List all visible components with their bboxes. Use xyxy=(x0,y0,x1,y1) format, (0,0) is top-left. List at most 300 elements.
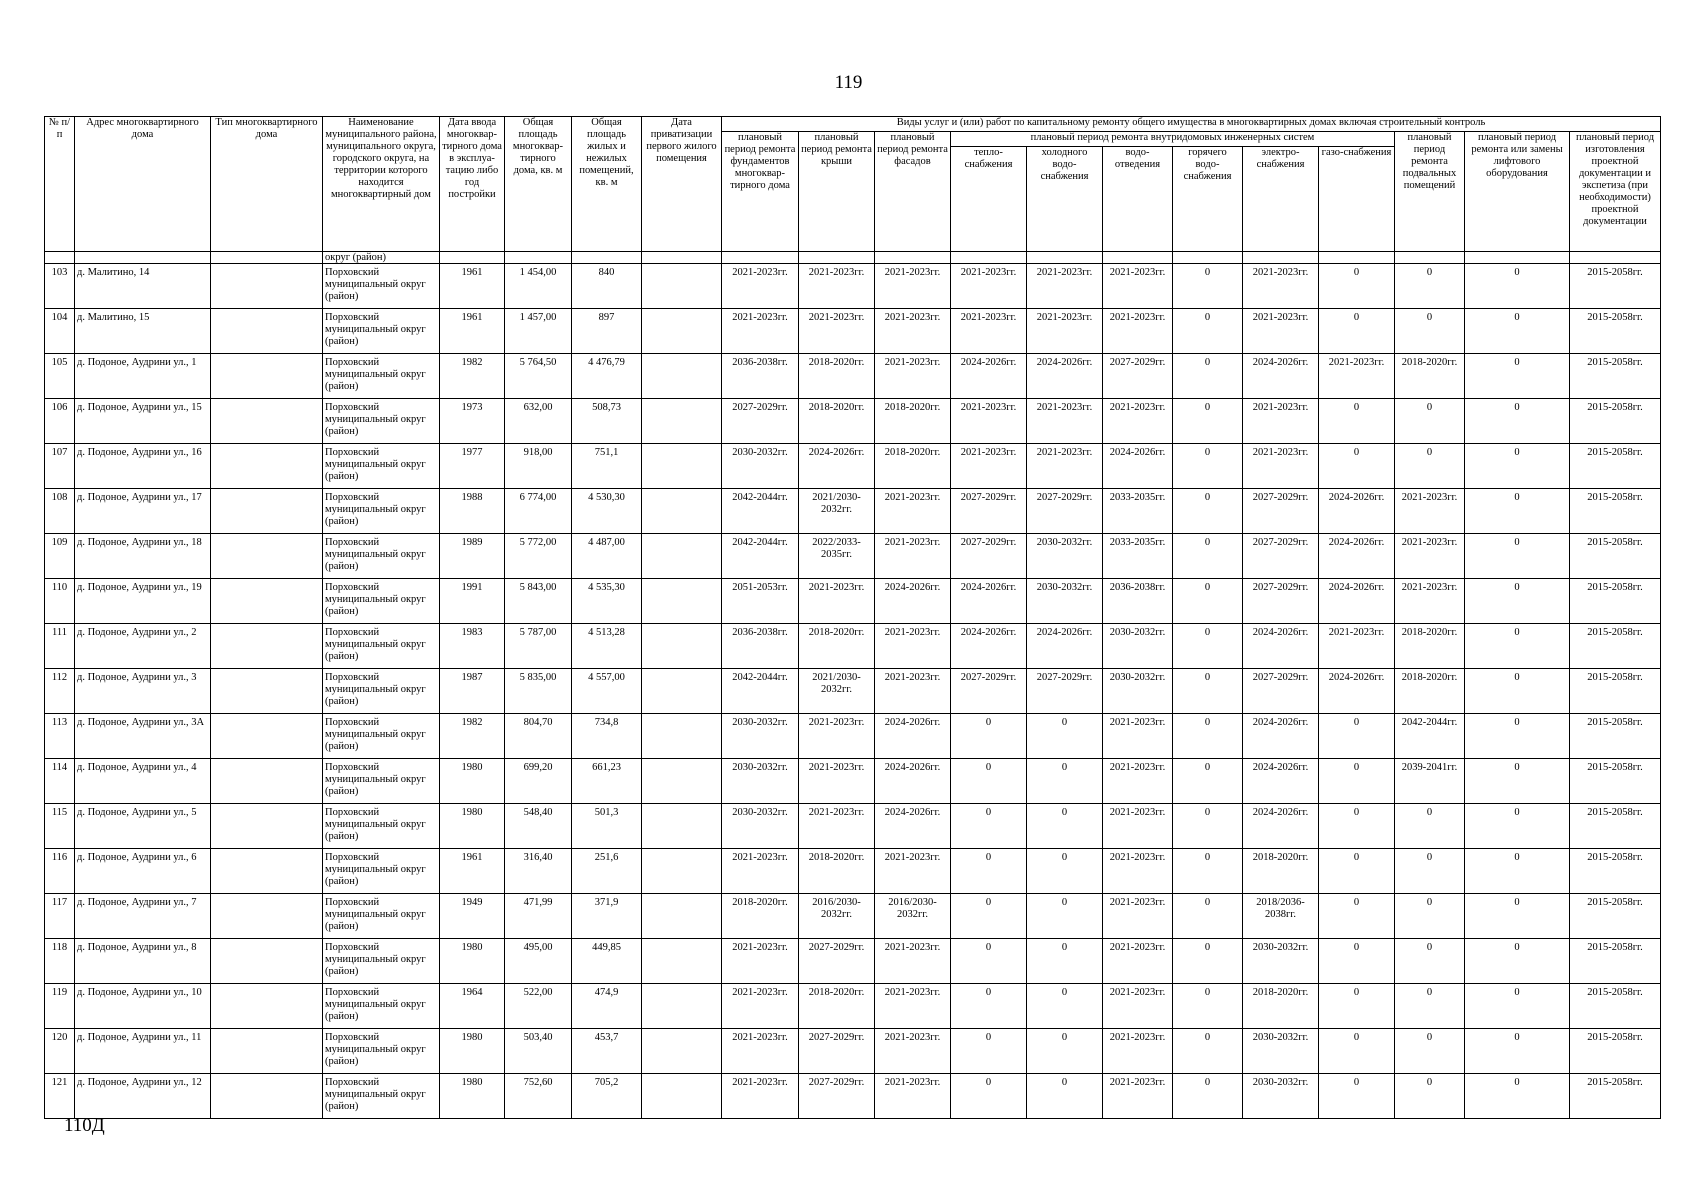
district-cell: Порховский муниципальный округ (район) xyxy=(323,264,440,309)
roof-cell: 2024-2026гг. xyxy=(799,444,875,489)
total-area-cell: 6 774,00 xyxy=(505,489,572,534)
cold-water-cell: 2024-2026гг. xyxy=(1027,354,1103,399)
foundation-cell: 2027-2029гг. xyxy=(722,399,799,444)
row-number: 105 xyxy=(45,354,75,399)
basement-cell: 2039-2041гг. xyxy=(1395,759,1465,804)
cold-water-cell: 0 xyxy=(1027,1074,1103,1119)
heat-cell: 0 xyxy=(951,894,1027,939)
roof-cell: 2027-2029гг. xyxy=(799,939,875,984)
sewage-cell: 2021-2023гг. xyxy=(1103,939,1173,984)
sewage-cell: 2033-2035гг. xyxy=(1103,534,1173,579)
heat-cell: 2021-2023гг. xyxy=(951,399,1027,444)
row-number: 110 xyxy=(45,579,75,624)
electric-cell: 2024-2026гг. xyxy=(1243,714,1319,759)
col-basement-header: плановый период ремонта подвальных помещений xyxy=(1395,132,1465,252)
year-cell: 1980 xyxy=(440,804,505,849)
gas-cell: 0 xyxy=(1319,1074,1395,1119)
address-cell: д. Подоное, Аудрини ул., 1 xyxy=(75,354,211,399)
privatization-cell xyxy=(642,984,722,1029)
residential-area-cell: 4 535,30 xyxy=(572,579,642,624)
gas-cell: 0 xyxy=(1319,939,1395,984)
elevator-cell: 0 xyxy=(1465,804,1570,849)
foundation-cell: 2021-2023гг. xyxy=(722,1074,799,1119)
capital-repair-table xyxy=(44,116,1661,1119)
gas-cell: 2024-2026гг. xyxy=(1319,669,1395,714)
heat-cell: 2027-2029гг. xyxy=(951,669,1027,714)
cold-water-cell: 2027-2029гг. xyxy=(1027,669,1103,714)
hot-water-cell: 0 xyxy=(1173,399,1243,444)
district-cell: Порховский муниципальный округ (район) xyxy=(323,399,440,444)
address-cell: д. Подоное, Аудрини ул., 12 xyxy=(75,1074,211,1119)
basement-cell: 2042-2044гг. xyxy=(1395,714,1465,759)
hot-water-cell: 0 xyxy=(1173,714,1243,759)
foundation-cell: 2042-2044гг. xyxy=(722,669,799,714)
residential-area-cell: 508,73 xyxy=(572,399,642,444)
privatization-cell xyxy=(642,894,722,939)
sewage-cell: 2036-2038гг. xyxy=(1103,579,1173,624)
cold-water-cell: 0 xyxy=(1027,939,1103,984)
district-cell: Порховский муниципальный округ (район) xyxy=(323,849,440,894)
row-number: 109 xyxy=(45,534,75,579)
col-num-header: № п/п xyxy=(45,117,75,252)
type-cell xyxy=(211,714,323,759)
electric-cell: 2024-2026гг. xyxy=(1243,759,1319,804)
cold-water-cell: 2021-2023гг. xyxy=(1027,264,1103,309)
row-number: 111 xyxy=(45,624,75,669)
foundation-cell: 2030-2032гг. xyxy=(722,714,799,759)
address-cell: д. Подоное, Аудрини ул., 15 xyxy=(75,399,211,444)
total-area-cell: 495,00 xyxy=(505,939,572,984)
address-cell: д. Подоное, Аудрини ул., 3 xyxy=(75,669,211,714)
residential-area-cell: 4 557,00 xyxy=(572,669,642,714)
privatization-cell xyxy=(642,624,722,669)
basement-cell: 2018-2020гг. xyxy=(1395,624,1465,669)
project-docs-cell: 2015-2058гг. xyxy=(1570,354,1661,399)
basement-cell: 0 xyxy=(1395,264,1465,309)
total-area-cell: 918,00 xyxy=(505,444,572,489)
district-cell: Порховский муниципальный округ (район) xyxy=(323,1029,440,1074)
total-area-cell: 548,40 xyxy=(505,804,572,849)
type-cell xyxy=(211,759,323,804)
row-number: 107 xyxy=(45,444,75,489)
roof-cell: 2021-2023гг. xyxy=(799,309,875,354)
type-cell xyxy=(211,849,323,894)
page-number: 119 xyxy=(834,72,863,93)
cold-water-cell: 0 xyxy=(1027,984,1103,1029)
row-number: 118 xyxy=(45,939,75,984)
sewage-cell: 2021-2023гг. xyxy=(1103,804,1173,849)
col-address-header: Адрес многоквартирного дома xyxy=(75,117,211,252)
year-cell: 1989 xyxy=(440,534,505,579)
hot-water-cell: 0 xyxy=(1173,1074,1243,1119)
total-area-cell: 1 454,00 xyxy=(505,264,572,309)
heat-cell: 0 xyxy=(951,804,1027,849)
elevator-cell: 0 xyxy=(1465,444,1570,489)
type-cell xyxy=(211,1029,323,1074)
type-cell xyxy=(211,489,323,534)
project-docs-cell: 2015-2058гг. xyxy=(1570,849,1661,894)
row-number: 119 xyxy=(45,984,75,1029)
table-row xyxy=(45,1074,1661,1119)
table-row xyxy=(45,399,1661,444)
district-cell: Порховский муниципальный округ (район) xyxy=(323,579,440,624)
basement-cell: 0 xyxy=(1395,444,1465,489)
basement-cell: 0 xyxy=(1395,309,1465,354)
project-docs-cell: 2015-2058гг. xyxy=(1570,1029,1661,1074)
roof-cell: 2018-2020гг. xyxy=(799,354,875,399)
year-cell: 1983 xyxy=(440,624,505,669)
gas-cell: 2024-2026гг. xyxy=(1319,579,1395,624)
basement-cell: 0 xyxy=(1395,894,1465,939)
basement-cell: 0 xyxy=(1395,804,1465,849)
year-cell: 1961 xyxy=(440,264,505,309)
foundation-cell: 2021-2023гг. xyxy=(722,1029,799,1074)
heat-cell: 2024-2026гг. xyxy=(951,354,1027,399)
total-area-cell: 5 835,00 xyxy=(505,669,572,714)
privatization-cell xyxy=(642,1074,722,1119)
privatization-cell xyxy=(642,669,722,714)
total-area-cell: 5 843,00 xyxy=(505,579,572,624)
gas-cell: 0 xyxy=(1319,984,1395,1029)
table-row xyxy=(45,804,1661,849)
facade-cell: 2021-2023гг. xyxy=(875,309,951,354)
elevator-cell: 0 xyxy=(1465,714,1570,759)
electric-cell: 2030-2032гг. xyxy=(1243,1029,1319,1074)
year-cell: 1977 xyxy=(440,444,505,489)
elevator-cell: 0 xyxy=(1465,1029,1570,1074)
residential-area-cell: 897 xyxy=(572,309,642,354)
cold-water-cell: 2024-2026гг. xyxy=(1027,624,1103,669)
table-row xyxy=(45,894,1661,939)
table-row xyxy=(45,444,1661,489)
hot-water-cell: 0 xyxy=(1173,984,1243,1029)
facade-cell: 2024-2026гг. xyxy=(875,759,951,804)
sewage-cell: 2021-2023гг. xyxy=(1103,399,1173,444)
project-docs-cell: 2015-2058гг. xyxy=(1570,984,1661,1029)
total-area-cell: 804,70 xyxy=(505,714,572,759)
facade-cell: 2021-2023гг. xyxy=(875,984,951,1029)
district-cell: Порховский муниципальный округ (район) xyxy=(323,714,440,759)
total-area-cell: 632,00 xyxy=(505,399,572,444)
electric-cell: 2024-2026гг. xyxy=(1243,804,1319,849)
year-cell: 1980 xyxy=(440,1074,505,1119)
foundation-cell: 2021-2023гг. xyxy=(722,984,799,1029)
basement-cell: 2021-2023гг. xyxy=(1395,579,1465,624)
elevator-cell: 0 xyxy=(1465,1074,1570,1119)
facade-cell: 2024-2026гг. xyxy=(875,579,951,624)
hot-water-cell: 0 xyxy=(1173,939,1243,984)
foundation-cell: 2018-2020гг. xyxy=(722,894,799,939)
residential-area-cell: 751,1 xyxy=(572,444,642,489)
facade-cell: 2021-2023гг. xyxy=(875,354,951,399)
heat-cell: 0 xyxy=(951,714,1027,759)
roof-cell: 2027-2029гг. xyxy=(799,1074,875,1119)
residential-area-cell: 4 487,00 xyxy=(572,534,642,579)
elevator-cell: 0 xyxy=(1465,894,1570,939)
electric-cell: 2018/2036-2038гг. xyxy=(1243,894,1319,939)
heat-cell: 2021-2023гг. xyxy=(951,264,1027,309)
table-row xyxy=(45,354,1661,399)
total-area-cell: 471,99 xyxy=(505,894,572,939)
project-docs-cell: 2015-2058гг. xyxy=(1570,1074,1661,1119)
row-number: 120 xyxy=(45,1029,75,1074)
continuation-text: округ (район) xyxy=(323,252,440,264)
gas-cell: 0 xyxy=(1319,759,1395,804)
residential-area-cell: 4 530,30 xyxy=(572,489,642,534)
roof-cell: 2022/2033-2035гг. xyxy=(799,534,875,579)
cold-water-cell: 0 xyxy=(1027,759,1103,804)
address-cell: д. Подоное, Аудрини ул., 17 xyxy=(75,489,211,534)
roof-cell: 2021-2023гг. xyxy=(799,579,875,624)
sewage-cell: 2030-2032гг. xyxy=(1103,669,1173,714)
type-cell xyxy=(211,444,323,489)
row-number: 112 xyxy=(45,669,75,714)
cold-water-cell: 2021-2023гг. xyxy=(1027,444,1103,489)
heat-cell: 0 xyxy=(951,1029,1027,1074)
row-number: 117 xyxy=(45,894,75,939)
hot-water-cell: 0 xyxy=(1173,624,1243,669)
facade-cell: 2021-2023гг. xyxy=(875,624,951,669)
project-docs-cell: 2015-2058гг. xyxy=(1570,759,1661,804)
basement-cell: 0 xyxy=(1395,984,1465,1029)
electric-cell: 2027-2029гг. xyxy=(1243,669,1319,714)
row-number: 103 xyxy=(45,264,75,309)
roof-cell: 2021-2023гг. xyxy=(799,759,875,804)
type-cell xyxy=(211,984,323,1029)
facade-cell: 2021-2023гг. xyxy=(875,489,951,534)
project-docs-cell: 2015-2058гг. xyxy=(1570,804,1661,849)
electric-cell: 2018-2020гг. xyxy=(1243,849,1319,894)
cold-water-cell: 2030-2032гг. xyxy=(1027,579,1103,624)
gas-cell: 0 xyxy=(1319,1029,1395,1074)
year-cell: 1987 xyxy=(440,669,505,714)
foundation-cell: 2021-2023гг. xyxy=(722,939,799,984)
roof-cell: 2021/2030-2032гг. xyxy=(799,669,875,714)
privatization-cell xyxy=(642,804,722,849)
project-docs-cell: 2015-2058гг. xyxy=(1570,444,1661,489)
cold-water-cell: 2030-2032гг. xyxy=(1027,534,1103,579)
district-cell: Порховский муниципальный округ (район) xyxy=(323,939,440,984)
project-docs-cell: 2015-2058гг. xyxy=(1570,399,1661,444)
residential-area-cell: 453,7 xyxy=(572,1029,642,1074)
address-cell: д. Подоное, Аудрини ул., 19 xyxy=(75,579,211,624)
gas-cell: 2021-2023гг. xyxy=(1319,624,1395,669)
electric-cell: 2027-2029гг. xyxy=(1243,534,1319,579)
heat-cell: 0 xyxy=(951,759,1027,804)
row-number: 116 xyxy=(45,849,75,894)
roof-cell: 2018-2020гг. xyxy=(799,399,875,444)
address-cell: д. Подоное, Аудрини ул., 4 xyxy=(75,759,211,804)
project-docs-cell: 2015-2058гг. xyxy=(1570,264,1661,309)
address-cell: д. Малитино, 14 xyxy=(75,264,211,309)
col-roof-header: плановый период ремонта крыши xyxy=(799,132,875,252)
facade-cell: 2021-2023гг. xyxy=(875,849,951,894)
basement-cell: 2018-2020гг. xyxy=(1395,669,1465,714)
cold-water-cell: 2021-2023гг. xyxy=(1027,399,1103,444)
facade-cell: 2024-2026гг. xyxy=(875,714,951,759)
project-docs-cell: 2015-2058гг. xyxy=(1570,894,1661,939)
privatization-cell xyxy=(642,489,722,534)
basement-cell: 2021-2023гг. xyxy=(1395,489,1465,534)
elevator-cell: 0 xyxy=(1465,489,1570,534)
year-cell: 1991 xyxy=(440,579,505,624)
privatization-cell xyxy=(642,354,722,399)
table-row xyxy=(45,489,1661,534)
col-district-header: Наименование муниципального района, муниципального округа, городского округа, на территории которого находится многоквартирный дом xyxy=(323,117,440,252)
address-cell: д. Подоное, Аудрини ул., 5 xyxy=(75,804,211,849)
district-cell: Порховский муниципальный округ (район) xyxy=(323,309,440,354)
gas-cell: 0 xyxy=(1319,444,1395,489)
hot-water-cell: 0 xyxy=(1173,309,1243,354)
cold-water-cell: 0 xyxy=(1027,1029,1103,1074)
total-area-cell: 5 764,50 xyxy=(505,354,572,399)
address-cell: д. Подоное, Аудрини ул., 7 xyxy=(75,894,211,939)
total-area-cell: 752,60 xyxy=(505,1074,572,1119)
district-cell: Порховский муниципальный округ (район) xyxy=(323,804,440,849)
electric-cell: 2027-2029гг. xyxy=(1243,579,1319,624)
address-cell: д. Подоное, Аудрини ул., 18 xyxy=(75,534,211,579)
facade-cell: 2021-2023гг. xyxy=(875,669,951,714)
privatization-cell xyxy=(642,939,722,984)
gas-cell: 0 xyxy=(1319,264,1395,309)
type-cell xyxy=(211,1074,323,1119)
year-cell: 1980 xyxy=(440,759,505,804)
basement-cell: 2018-2020гг. xyxy=(1395,354,1465,399)
heat-cell: 0 xyxy=(951,1074,1027,1119)
col-electric-header: электро-снабжения xyxy=(1243,147,1319,252)
district-cell: Порховский муниципальный округ (район) xyxy=(323,624,440,669)
address-cell: д. Подоное, Аудрини ул., 3А xyxy=(75,714,211,759)
facade-cell: 2024-2026гг. xyxy=(875,804,951,849)
hot-water-cell: 0 xyxy=(1173,1029,1243,1074)
project-docs-cell: 2015-2058гг. xyxy=(1570,939,1661,984)
facade-cell: 2021-2023гг. xyxy=(875,939,951,984)
hot-water-cell: 0 xyxy=(1173,669,1243,714)
table-row xyxy=(45,714,1661,759)
col-gas-header: газо-снабжения xyxy=(1319,147,1395,252)
sewage-cell: 2027-2029гг. xyxy=(1103,354,1173,399)
type-cell xyxy=(211,669,323,714)
type-cell xyxy=(211,354,323,399)
table-row xyxy=(45,669,1661,714)
district-cell: Порховский муниципальный округ (район) xyxy=(323,669,440,714)
foundation-cell: 2021-2023гг. xyxy=(722,849,799,894)
address-cell: д. Малитино, 15 xyxy=(75,309,211,354)
electric-cell: 2018-2020гг. xyxy=(1243,984,1319,1029)
year-cell: 1980 xyxy=(440,1029,505,1074)
foundation-cell: 2030-2032гг. xyxy=(722,804,799,849)
year-cell: 1982 xyxy=(440,354,505,399)
electric-cell: 2024-2026гг. xyxy=(1243,354,1319,399)
row-number: 108 xyxy=(45,489,75,534)
sewage-cell: 2021-2023гг. xyxy=(1103,309,1173,354)
row-number: 113 xyxy=(45,714,75,759)
year-cell: 1980 xyxy=(440,939,505,984)
heat-cell: 2024-2026гг. xyxy=(951,579,1027,624)
table-header xyxy=(45,117,1661,252)
residential-area-cell: 840 xyxy=(572,264,642,309)
elevator-cell: 0 xyxy=(1465,579,1570,624)
roof-cell: 2021/2030-2032гг. xyxy=(799,489,875,534)
footer-code: 110Д xyxy=(64,1115,105,1136)
table-row xyxy=(45,1029,1661,1074)
basement-cell: 2021-2023гг. xyxy=(1395,534,1465,579)
address-cell: д. Подоное, Аудрини ул., 10 xyxy=(75,984,211,1029)
cold-water-cell: 0 xyxy=(1027,849,1103,894)
gas-cell: 0 xyxy=(1319,399,1395,444)
project-docs-cell: 2015-2058гг. xyxy=(1570,579,1661,624)
table-row xyxy=(45,759,1661,804)
electric-cell: 2021-2023гг. xyxy=(1243,444,1319,489)
residential-area-cell: 661,23 xyxy=(572,759,642,804)
type-cell xyxy=(211,399,323,444)
heat-cell: 2021-2023гг. xyxy=(951,309,1027,354)
foundation-cell: 2042-2044гг. xyxy=(722,489,799,534)
district-cell: Порховский муниципальный округ (район) xyxy=(323,759,440,804)
sewage-cell: 2021-2023гг. xyxy=(1103,849,1173,894)
hot-water-cell: 0 xyxy=(1173,894,1243,939)
type-cell xyxy=(211,624,323,669)
heat-cell: 2021-2023гг. xyxy=(951,444,1027,489)
total-area-cell: 1 457,00 xyxy=(505,309,572,354)
district-cell: Порховский муниципальный округ (район) xyxy=(323,984,440,1029)
facade-cell: 2018-2020гг. xyxy=(875,444,951,489)
privatization-cell xyxy=(642,579,722,624)
col-privatization-date-header: Дата приватизации первого жилого помещения xyxy=(642,117,722,252)
table-body xyxy=(45,252,1661,1119)
foundation-cell: 2021-2023гг. xyxy=(722,309,799,354)
table-row xyxy=(45,984,1661,1029)
residential-area-cell: 4 513,28 xyxy=(572,624,642,669)
total-area-cell: 522,00 xyxy=(505,984,572,1029)
total-area-cell: 699,20 xyxy=(505,759,572,804)
roof-cell: 2018-2020гг. xyxy=(799,849,875,894)
basement-cell: 0 xyxy=(1395,1074,1465,1119)
sewage-cell: 2033-2035гг. xyxy=(1103,489,1173,534)
sewage-cell: 2021-2023гг. xyxy=(1103,1074,1173,1119)
facade-cell: 2021-2023гг. xyxy=(875,1074,951,1119)
residential-area-cell: 474,9 xyxy=(572,984,642,1029)
sewage-cell: 2021-2023гг. xyxy=(1103,759,1173,804)
cold-water-cell: 0 xyxy=(1027,894,1103,939)
facade-cell: 2018-2020гг. xyxy=(875,399,951,444)
gas-cell: 0 xyxy=(1319,309,1395,354)
district-cell: Порховский муниципальный округ (район) xyxy=(323,444,440,489)
facade-cell: 2021-2023гг. xyxy=(875,534,951,579)
table-row xyxy=(45,534,1661,579)
col-elevator-header: плановый период ремонта или замены лифтового оборудования xyxy=(1465,132,1570,252)
foundation-cell: 2042-2044гг. xyxy=(722,534,799,579)
district-cell: Порховский муниципальный округ (район) xyxy=(323,489,440,534)
col-cold-water-header: холодного водо-снабжения xyxy=(1027,147,1103,252)
roof-cell: 2027-2029гг. xyxy=(799,1029,875,1074)
residential-area-cell: 449,85 xyxy=(572,939,642,984)
address-cell: д. Подоное, Аудрини ул., 6 xyxy=(75,849,211,894)
type-cell xyxy=(211,804,323,849)
project-docs-cell: 2015-2058гг. xyxy=(1570,624,1661,669)
gas-cell: 0 xyxy=(1319,714,1395,759)
row-number: 121 xyxy=(45,1074,75,1119)
sewage-cell: 2021-2023гг. xyxy=(1103,714,1173,759)
elevator-cell: 0 xyxy=(1465,399,1570,444)
type-cell xyxy=(211,309,323,354)
cold-water-cell: 2027-2029гг. xyxy=(1027,489,1103,534)
elevator-cell: 0 xyxy=(1465,354,1570,399)
row-number: 114 xyxy=(45,759,75,804)
type-cell xyxy=(211,579,323,624)
elevator-cell: 0 xyxy=(1465,624,1570,669)
basement-cell: 0 xyxy=(1395,939,1465,984)
